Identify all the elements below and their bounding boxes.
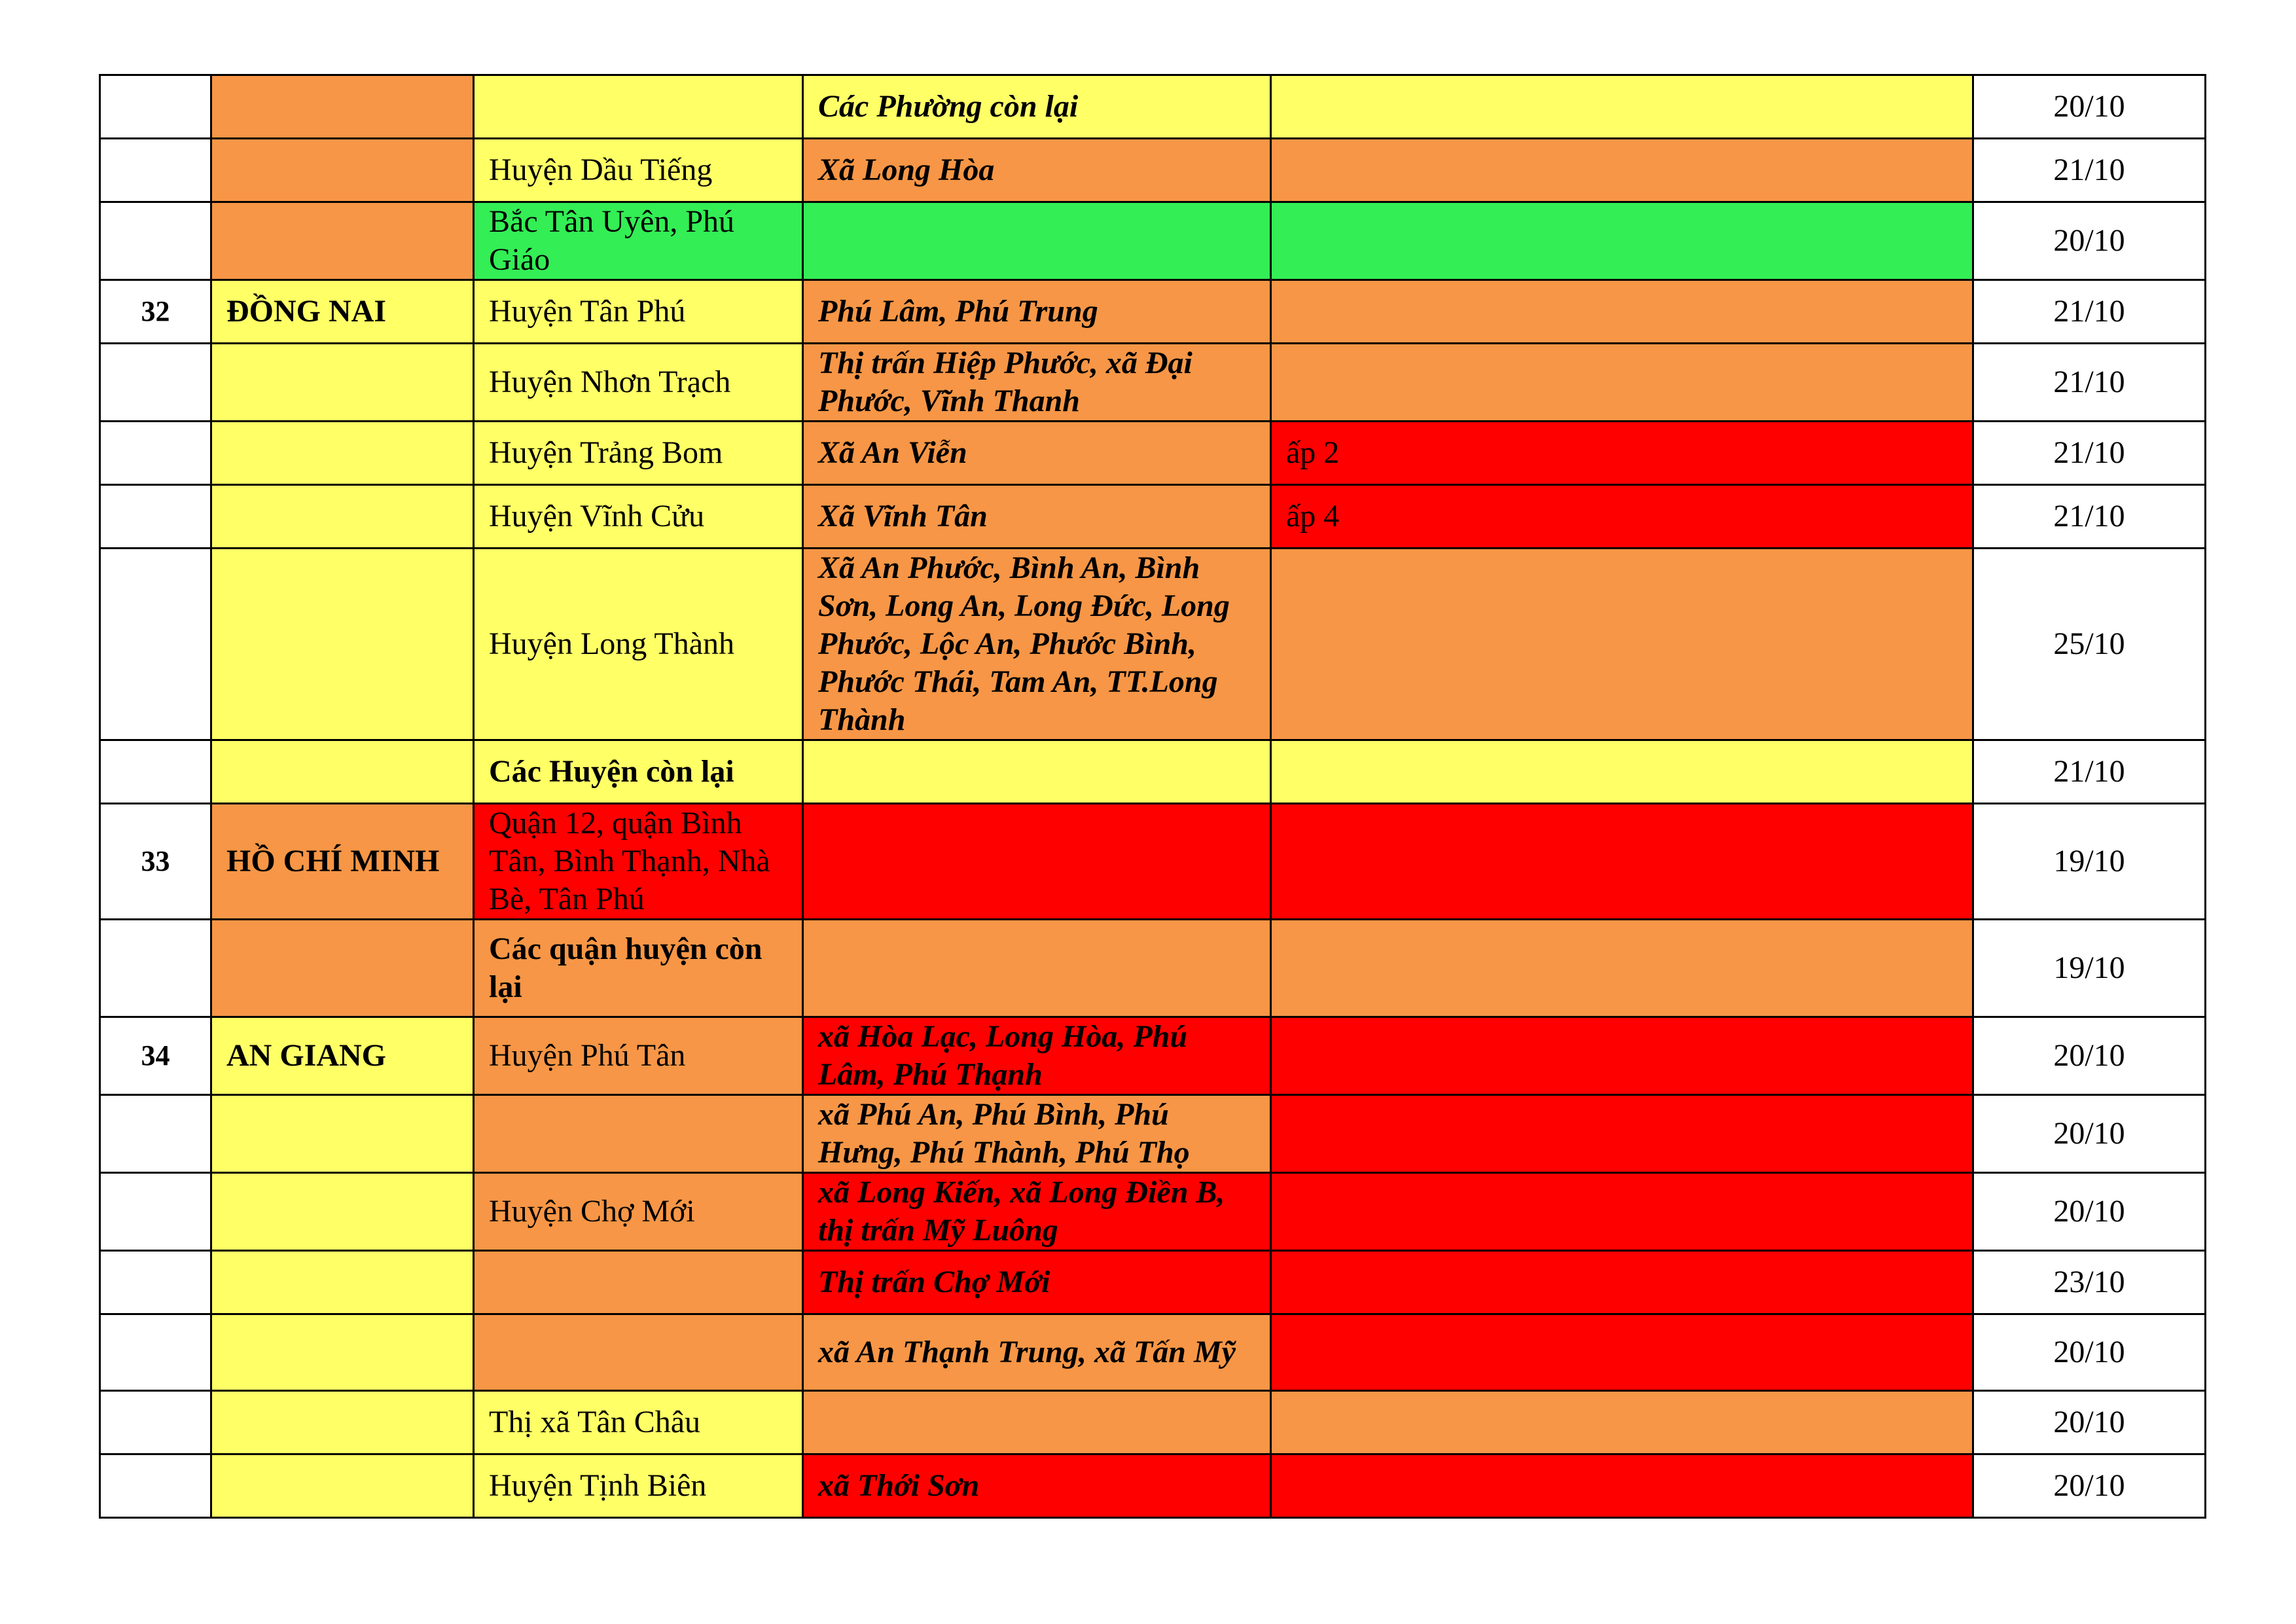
date-cell: 20/10 [1973,1454,2206,1518]
province-cell [211,1454,474,1518]
ward-cell: Các Phường còn lại [803,75,1271,139]
district-cell [474,75,803,139]
district-cell: Quận 12, quận Bình Tân, Bình Thạnh, Nhà Bè, Tân Phú [474,804,803,920]
province-cell [211,1095,474,1173]
hamlet-cell [1271,1391,1973,1454]
district-cell: Huyện Nhơn Trạch [474,344,803,422]
table-row [100,422,2206,485]
province-cell [211,920,474,1017]
table-row [100,280,2206,344]
province-cell [211,422,474,485]
province-cell [211,485,474,549]
hamlet-cell [1271,1454,1973,1518]
stt-cell [100,202,211,280]
date-cell: 20/10 [1973,1173,2206,1251]
table-row [100,1314,2206,1391]
ward-cell: xã Phú An, Phú Bình, Phú Hưng, Phú Thành, Phú Thọ [803,1095,1271,1173]
ward-cell [803,740,1271,804]
province-cell [211,1251,474,1314]
stt-cell [100,920,211,1017]
table-row [100,344,2206,422]
table-row [100,804,2206,920]
stt-cell [100,740,211,804]
district-cell: Huyện Dầu Tiếng [474,139,803,202]
hamlet-cell [1271,139,1973,202]
stt-cell [100,549,211,740]
district-cell: Huyện Phú Tân [474,1017,803,1095]
date-cell: 20/10 [1973,1314,2206,1391]
date-cell: 21/10 [1973,740,2206,804]
date-cell: 25/10 [1973,549,2206,740]
hamlet-cell [1271,1314,1973,1391]
district-cell [474,1095,803,1173]
hamlet-cell [1271,344,1973,422]
date-cell: 20/10 [1973,75,2206,139]
stt-cell [100,422,211,485]
date-cell: 19/10 [1973,920,2206,1017]
province-cell [211,75,474,139]
covid-level-table [99,74,2206,1519]
table-row [100,485,2206,549]
date-cell: 19/10 [1973,804,2206,920]
table-row [100,1391,2206,1454]
table-row [100,1095,2206,1173]
ward-cell: xã An Thạnh Trung, xã Tấn Mỹ [803,1314,1271,1391]
stt-cell [100,1454,211,1518]
ward-cell: Phú Lâm, Phú Trung [803,280,1271,344]
stt-cell [100,344,211,422]
hamlet-cell [1271,75,1973,139]
district-cell [474,1314,803,1391]
province-cell: HỒ CHÍ MINH [211,804,474,920]
date-cell: 21/10 [1973,280,2206,344]
ward-cell: xã Hòa Lạc, Long Hòa, Phú Lâm, Phú Thạnh [803,1017,1271,1095]
stt-cell [100,1251,211,1314]
ward-cell: Xã An Phước, Bình An, Bình Sơn, Long An, Long Đức, Long Phước, Lộc An, Phước Bình, Phước Thái, Tam An, TT.Long Thành [803,549,1271,740]
stt-cell [100,1173,211,1251]
date-cell: 21/10 [1973,139,2206,202]
district-cell: Huyện Trảng Bom [474,422,803,485]
ward-cell: xã Long Kiến, xã Long Điền B, thị trấn Mỹ Luông [803,1173,1271,1251]
district-cell [474,1251,803,1314]
district-cell: Huyện Chợ Mới [474,1173,803,1251]
hamlet-cell [1271,1251,1973,1314]
date-cell: 20/10 [1973,202,2206,280]
ward-cell: Xã An Viễn [803,422,1271,485]
table-row [100,1454,2206,1518]
stt-cell [100,75,211,139]
district-cell: Thị xã Tân Châu [474,1391,803,1454]
hamlet-cell [1271,549,1973,740]
province-cell [211,139,474,202]
table-row [100,1017,2206,1095]
district-cell: Các quận huyện còn lại [474,920,803,1017]
hamlet-cell [1271,1173,1973,1251]
ward-cell: Xã Vĩnh Tân [803,485,1271,549]
stt-cell [100,1391,211,1454]
district-cell: Bắc Tân Uyên, Phú Giáo [474,202,803,280]
table-row [100,549,2206,740]
hamlet-cell [1271,740,1973,804]
hamlet-cell [1271,202,1973,280]
stt-cell [100,1314,211,1391]
province-cell: AN GIANG [211,1017,474,1095]
date-cell: 21/10 [1973,485,2206,549]
ward-cell: xã Thới Sơn [803,1454,1271,1518]
ward-cell: Thị trấn Chợ Mới [803,1251,1271,1314]
ward-cell [803,804,1271,920]
table-row [100,740,2206,804]
hamlet-cell [1271,1017,1973,1095]
ward-cell: Xã Long Hòa [803,139,1271,202]
stt-cell: 32 [100,280,211,344]
district-cell: Huyện Vĩnh Cửu [474,485,803,549]
hamlet-cell [1271,280,1973,344]
province-cell [211,1314,474,1391]
province-cell [211,202,474,280]
province-cell [211,344,474,422]
table-row [100,1173,2206,1251]
ward-cell [803,1391,1271,1454]
stt-cell: 33 [100,804,211,920]
table-body [100,75,2206,1518]
province-cell [211,1391,474,1454]
stt-cell [100,1095,211,1173]
hamlet-cell: ấp 2 [1271,422,1973,485]
province-cell [211,740,474,804]
province-cell [211,549,474,740]
stt-cell: 34 [100,1017,211,1095]
hamlet-cell [1271,804,1973,920]
table-row [100,1251,2206,1314]
table-row [100,920,2206,1017]
stt-cell [100,139,211,202]
stt-cell [100,485,211,549]
hamlet-cell [1271,1095,1973,1173]
date-cell: 20/10 [1973,1017,2206,1095]
ward-cell: Thị trấn Hiệp Phước, xã Đại Phước, Vĩnh Thanh [803,344,1271,422]
table-row [100,75,2206,139]
district-cell: Huyện Tịnh Biên [474,1454,803,1518]
table-row [100,202,2206,280]
date-cell: 21/10 [1973,422,2206,485]
table-row [100,139,2206,202]
ward-cell [803,920,1271,1017]
date-cell: 23/10 [1973,1251,2206,1314]
province-cell [211,1173,474,1251]
date-cell: 20/10 [1973,1095,2206,1173]
date-cell: 20/10 [1973,1391,2206,1454]
hamlet-cell [1271,920,1973,1017]
hamlet-cell: ấp 4 [1271,485,1973,549]
district-cell: Huyện Tân Phú [474,280,803,344]
date-cell: 21/10 [1973,344,2206,422]
province-cell: ĐỒNG NAI [211,280,474,344]
district-cell: Huyện Long Thành [474,549,803,740]
ward-cell [803,202,1271,280]
district-cell: Các Huyện còn lại [474,740,803,804]
